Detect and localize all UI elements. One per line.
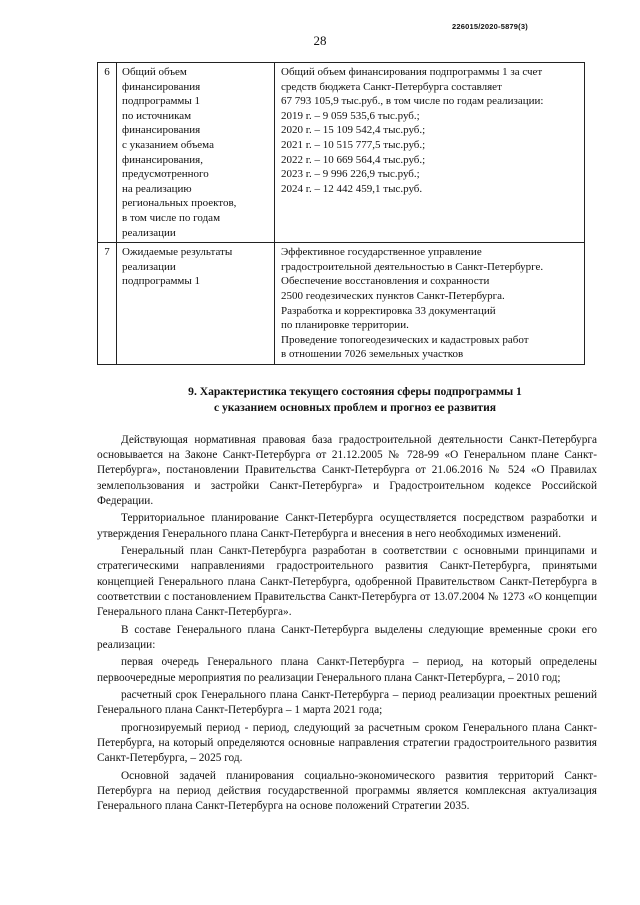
row-name xyxy=(117,63,275,243)
row-value-line: средств бюджета Санкт-Петербурга составляет xyxy=(281,80,502,93)
passport-table xyxy=(97,62,585,365)
section-title-line-2: с указанием основных проблем и прогноз ее развития xyxy=(213,401,497,414)
paragraph: В составе Генерального плана Санкт-Петербурга выделены следующие временные сроки его реализации: xyxy=(97,623,597,651)
row-value-line: 2022 г. – 10 669 564,4 тыс.руб.; xyxy=(281,153,426,166)
section-body xyxy=(97,433,597,817)
table-row xyxy=(98,243,585,365)
row-name-line: финансирования xyxy=(122,80,201,93)
row-value xyxy=(275,243,585,365)
row-value-line: градостроительной деятельностью в Санкт-Петербурге. xyxy=(281,260,544,273)
row-value-line: 2024 г. – 12 442 459,1 тыс.руб. xyxy=(281,182,423,195)
row-name-line: реализации xyxy=(122,226,176,239)
paragraph: первая очередь Генерального плана Санкт-Петербурга – период, на который определены первоочередные мероприятия по реализации Генерального плана Санкт-Петербурга, – 2010 год; xyxy=(97,656,597,684)
paragraph: Генеральный план Санкт-Петербурга разработан в соответствии с основными принципами и стратегическими направлениями градостроительного развития Санкт-Петербурга, принятыми концепцией Генерального плана Санкт-Петербурга, одобренной Правительством Санкт-Петербурга в соответствии с постановлением Правительства Санкт-Петербурга от 13.07.2004 № 1273 «О концепции Генерального плана Санкт-Петербурга». xyxy=(97,545,597,619)
row-name xyxy=(117,243,275,365)
row-name-line: предусмотренного xyxy=(122,168,209,181)
row-name-line: региональных проектов, xyxy=(122,197,237,210)
row-number: 7 xyxy=(98,243,117,365)
row-name-line: по источникам xyxy=(122,109,192,122)
row-name-line: подпрограммы 1 xyxy=(122,95,201,108)
section-title-line-1: 9. Характеристика текущего состояния сферы подпрограммы 1 xyxy=(188,385,522,398)
paragraph: Действующая нормативная правовая база градостроительной деятельности Санкт-Петербурга основывается на Законе Санкт-Петербурга от 21.12.2005 № 728-99 «О Генеральном плане Санкт-Петербурга», постановлении Правительства Санкт-Петербурга от 21.06.2016 № 524 «О Правилах землепользования и застройки Санкт-Петербурга» и Градостроительном кодексе Российской Федерации. xyxy=(97,434,597,507)
row-value-line: Эффективное государственное управление xyxy=(281,246,482,259)
row-value-line: 2023 г. – 9 996 226,9 тыс.руб.; xyxy=(281,168,420,181)
row-value-line: 2020 г. – 15 109 542,4 тыс.руб.; xyxy=(281,124,426,137)
row-name-line: в том числе по годам xyxy=(122,211,221,224)
row-value-line: Проведение топогеодезических и кадастровых работ xyxy=(281,333,529,346)
row-name-line: подпрограммы 1 xyxy=(122,275,201,288)
row-value-line: в отношении 7026 земельных участков xyxy=(281,348,464,361)
section-title xyxy=(120,384,590,416)
row-value-line: 67 793 105,9 тыс.руб., в том числе по годам реализации: xyxy=(281,95,544,108)
row-value xyxy=(275,63,585,243)
row-name-line: на реализацию xyxy=(122,182,192,195)
row-value-line: по планировке территории. xyxy=(281,319,409,332)
paragraph: расчетный срок Генерального плана Санкт-Петербурга – период реализации проектных решений Генерального плана Санкт-Петербурга – 1 марта 2021 года; xyxy=(97,689,597,717)
row-name-line: Ожидаемые результаты xyxy=(122,246,233,259)
paragraph: Основной задачей планирования социально-экономического развития территорий Санкт-Петербурга на период действия государственной программы является комплексная актуализация Генерального плана Санкт-Петербурга на основе положений Стратегии 2035. xyxy=(97,770,597,813)
row-name-line: Общий объем xyxy=(122,66,187,78)
row-value-line: 2500 геодезических пунктов Санкт-Петербурга. xyxy=(281,289,505,302)
row-value-line: Разработка и корректировка 33 документаций xyxy=(281,304,496,317)
row-number: 6 xyxy=(98,63,117,243)
document-code: 226015/2020-5879(3) xyxy=(452,22,528,31)
row-name-line: реализации xyxy=(122,260,176,273)
row-name-line: финансирования, xyxy=(122,153,203,166)
row-name-line: финансирования xyxy=(122,124,201,137)
paragraph: прогнозируемый период - период, следующий за расчетным сроком Генерального плана Санкт-Петербурга, на который определяются основные направления стратегии градостроительного развития Санкт-Петербурга, – 2025 год. xyxy=(97,722,597,765)
page-number: 28 xyxy=(313,33,327,48)
paragraph: Территориальное планирование Санкт-Петербурга осуществляется посредством разработки и утверждения Генерального плана Санкт-Петербурга и внесения в него необходимых изменений. xyxy=(97,512,597,540)
row-value-line: 2021 г. – 10 515 777,5 тыс.руб.; xyxy=(281,138,426,151)
row-value-line: Обеспечение восстановления и сохранности xyxy=(281,275,490,288)
table-row xyxy=(98,63,585,243)
row-value-line: Общий объем финансирования подпрограммы 1 за счет xyxy=(281,66,543,78)
row-value-line: 2019 г. – 9 059 535,6 тыс.руб.; xyxy=(281,109,420,122)
row-name-line: с указанием объема xyxy=(122,138,214,151)
